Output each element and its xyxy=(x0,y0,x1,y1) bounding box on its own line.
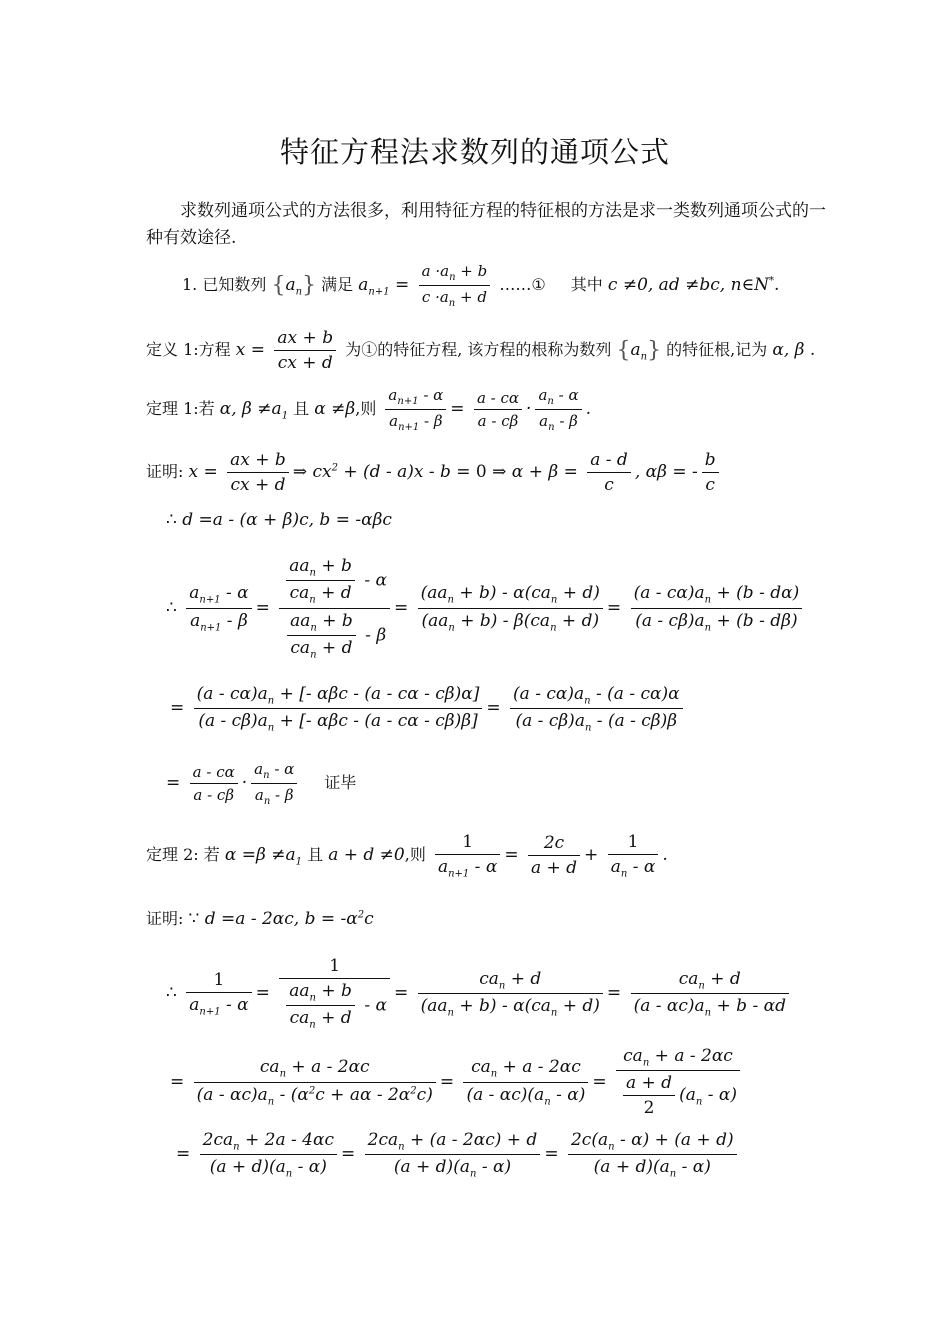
sequence-symbol: $\{a_n\}$ xyxy=(271,273,317,298)
theorem-1-then: ,则 xyxy=(355,399,377,418)
theorem-2-and: 且 xyxy=(307,845,324,865)
proof-2-step-1: ∵ d =a - 2αc, $b = -\alpha^2c$ xyxy=(188,909,374,929)
definition-1-label: 定义 1:方程 xyxy=(146,340,231,359)
theorem-1-formula: $\frac{a_{n+1} - \alpha}{a_{n+1} - \beta}$ = $\frac{a - c\alpha}{a - c\beta}$ · $\frac{a_n - \alpha}{a_n - \beta}$ . xyxy=(381,399,591,419)
equation-marker: ……① xyxy=(499,275,546,294)
proof-1-step-4: = $\frac{(a - c\alpha)a_n + [- \alpha\beta c - (a - c\alpha - c\beta)\alpha]}{(a - c\beta)a_n + [- \alpha\beta c - (a - c\alpha - c\beta)\beta]}$ = $\frac{(a - c\alpha)a_n - (a - c\alpha)\alpha}{(a - c\beta)a_n - (a - c\beta)\beta}$ xyxy=(170,698,687,718)
theorem-2-then: ,则 xyxy=(404,845,426,865)
proof-1-line-4 xyxy=(170,684,687,734)
proof-1-end: 证毕 xyxy=(324,773,357,792)
proof-1-step-1: x = $\frac{ax + b}{cx + d}$ ⇒ $cx^2 + (d - a)x - b = 0$ ⇒ α + β = $\frac{a - d}{c}$ , αβ = - $\frac{b}{c}$ xyxy=(189,462,723,482)
proof-2-step-3: = $\frac{ca_n + a - 2\alpha c}{(a - \alpha c)a_n - (\alpha^2c + a\alpha - 2\alpha^2c)}$ = $\frac{ca_n + a - 2\alpha c}{(a - \alpha c)(a_n - \alpha)}$ = $ca_n + a - 2\alpha c$ $\frac{a + d}{2}$ $(a_n - \alpha)$ xyxy=(170,1072,744,1092)
proof-2-step-4: = $\frac{2ca_n + 2a - 4\alpha c}{(a + d)(a_n - \alpha)}$ = $\frac{2ca_n + (a - 2\alpha c) + d}{(a + d)(a_n - \alpha)}$ = $\frac{2c(a_n - \alpha) + (a + d)}{(a + d)(a_n - \alpha)}$ xyxy=(176,1144,741,1164)
proof-2-line-1 xyxy=(146,906,374,929)
page-title: 特征方程法求数列的通项公式 xyxy=(279,135,670,169)
theorem-2-condition: $\alpha =\beta \ne a_1$ xyxy=(224,845,302,868)
proof-1-step-2: ∴ d =a - (α + β)c, b = -αβc xyxy=(166,510,392,530)
item-1-label-b: 满足 xyxy=(321,275,354,294)
item-1-label-c: 其中 xyxy=(570,275,603,294)
theorem-1 xyxy=(146,386,591,433)
intro-paragraph: 求数列通项公式的方法很多，利用特征方程的特征根的方法是求一类数列通项公式的一种有效途径. xyxy=(146,201,826,248)
recurrence-formula: $a_{n+1}$ = $\frac{a \cdot a_n + b}{c \cdot a_n + d}$ xyxy=(358,275,494,295)
proof-2-line-4 xyxy=(176,1130,741,1180)
proof-1-line-2 xyxy=(166,510,392,530)
proof-2-label: 证明: xyxy=(146,909,184,928)
proof-1-line-1 xyxy=(146,450,723,495)
characteristic-equation: x = $\frac{ax + b}{cx + d}$ xyxy=(236,340,340,360)
theorem-2 xyxy=(146,832,668,879)
proof-1-line-5 xyxy=(166,760,356,807)
conditions-formula: c ≠0, ad ≠bc, n∈N*. xyxy=(607,275,780,295)
theorem-1-and: 且 xyxy=(293,399,310,418)
proof-2-step-2: ∴ $\frac{1}{a_{n+1} - \alpha}$ = 1 $\frac{aa_n + b}{ca_n + d}$ - α = $\frac{ca_n + d}{(aa_n + b) - \alpha(ca_n + d)}$ = $\frac{ca_n + d}{(a - \alpha c)a_n + b - \alpha d}$ xyxy=(166,983,793,1003)
proof-2-line-2 xyxy=(166,956,793,1031)
theorem-1-condition: α, $\beta \ne a_1$ xyxy=(219,399,289,422)
definition-1 xyxy=(146,328,815,373)
sequence-symbol: $\{a_n\}$ xyxy=(616,338,662,363)
definition-1-text-a: 为①的特征方程, 该方程的根称为数列 xyxy=(345,340,612,359)
definition-1-text-b: 的特征根,记为 xyxy=(666,340,768,359)
theorem-2-condition-2: a + d ≠0 xyxy=(328,845,405,866)
proof-1-step-5: = $\frac{a - c\alpha}{a - c\beta}$ · $\frac{a_n - \alpha}{a_n - \beta}$ xyxy=(166,773,301,793)
theorem-2-formula: $\frac{1}{a_{n+1} - \alpha}$ = $\frac{2c}{a + d}$ + $\frac{1}{a_n - \alpha}$ . xyxy=(431,845,668,865)
roots-symbols: α, β . xyxy=(772,340,816,360)
proof-1-step-3: ∴ $\frac{a_{n+1} - \alpha}{a_{n+1} - \beta}$ = $\frac{aa_n + b}{ca_n + d}$ - α $\frac{aa_n + b}{ca_n + d}$ - β = $\frac{(aa_n + b) - \alpha(ca_n + d)}{(aa_n + b) - \beta(ca_n + d)}$ = $\frac{(a - c\alpha)a_n + (b - d\alpha)}{(a - c\beta)a_n + (b - d\beta)}$ xyxy=(166,598,806,618)
theorem-2-label: 定理 2: 若 xyxy=(146,845,220,865)
proof-1-label: 证明: xyxy=(146,462,184,481)
theorem-1-condition-2: α ≠β xyxy=(314,399,356,419)
proof-1-line-3 xyxy=(166,556,806,661)
item-1-label-a: 1. 已知数列 xyxy=(182,275,267,294)
item-1 xyxy=(182,262,779,309)
proof-2-line-3 xyxy=(170,1046,744,1118)
theorem-1-label: 定理 1:若 xyxy=(146,399,215,418)
